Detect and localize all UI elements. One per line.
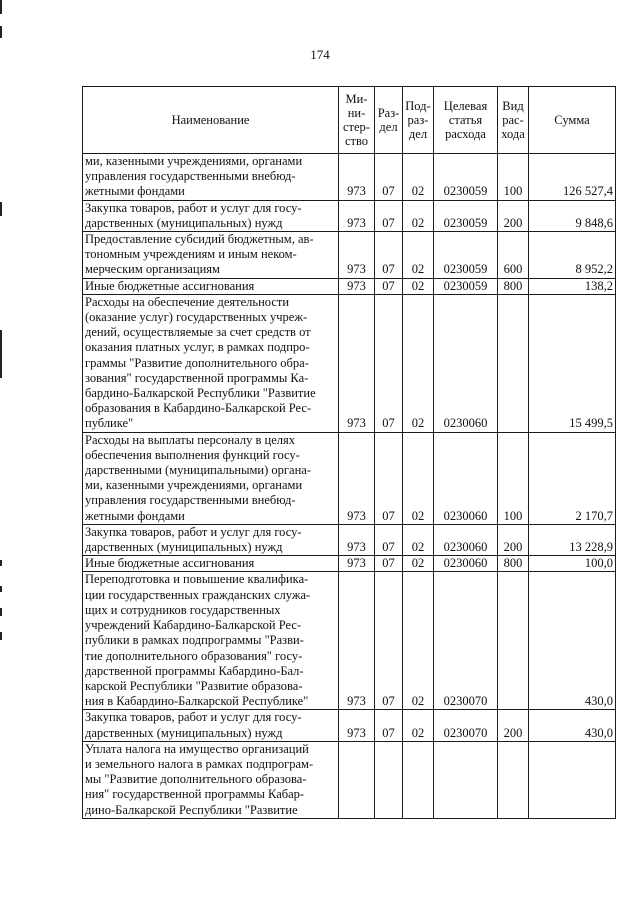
table-row <box>83 432 616 524</box>
cell-name: Расходы на обеспечение деятельности (оказание услуг) государственных учреж- дений, осуществляемые за счет средств от оказания платных услуг, в рамках подпро- граммы "Развитие дополнительного обра- зования" государственной программы Ка- бардино-Балкарской Республики "Развитие образования в Кабардино-Балкарской Рес- публике" <box>83 294 339 432</box>
cell-subsection: 02 <box>403 294 434 432</box>
table-row <box>83 710 616 741</box>
cell-subsection: 02 <box>403 154 434 201</box>
cell-target-article: 0230060 <box>434 556 498 572</box>
table-row <box>83 154 616 201</box>
cell-subsection <box>403 741 434 818</box>
scan-edge-mark <box>0 26 2 38</box>
cell-name: Закупка товаров, работ и услуг для госу- дарственных (муниципальных) нужд <box>83 200 339 231</box>
cell-name: Предоставление субсидий бюджетным, ав- тономным учреждениям и иным неком- мерческим организациям <box>83 232 339 279</box>
cell-ministry: 973 <box>339 572 375 710</box>
scan-edge-mark <box>0 330 2 378</box>
cell-amount: 2 170,7 <box>529 432 616 524</box>
cell-target-article: 0230059 <box>434 154 498 201</box>
table-row <box>83 741 616 818</box>
cell-expense-type: 800 <box>498 278 529 294</box>
table-row <box>83 278 616 294</box>
cell-target-article: 0230070 <box>434 572 498 710</box>
cell-target-article: 0230059 <box>434 232 498 279</box>
cell-amount: 126 527,4 <box>529 154 616 201</box>
cell-name: Иные бюджетные ассигнования <box>83 556 339 572</box>
table-row <box>83 572 616 710</box>
table-body <box>83 154 616 819</box>
cell-section: 07 <box>375 572 403 710</box>
header-expense-type: Вид рас- хода <box>498 87 529 154</box>
cell-expense-type: 600 <box>498 232 529 279</box>
cell-expense-type <box>498 741 529 818</box>
cell-ministry: 973 <box>339 154 375 201</box>
cell-expense-type: 200 <box>498 710 529 741</box>
cell-amount: 8 952,2 <box>529 232 616 279</box>
cell-name: Иные бюджетные ассигнования <box>83 278 339 294</box>
cell-section: 07 <box>375 432 403 524</box>
cell-target-article: 0230060 <box>434 294 498 432</box>
cell-amount: 13 228,9 <box>529 524 616 555</box>
cell-expense-type <box>498 294 529 432</box>
cell-ministry: 973 <box>339 710 375 741</box>
cell-section: 07 <box>375 154 403 201</box>
cell-subsection: 02 <box>403 710 434 741</box>
cell-section: 07 <box>375 278 403 294</box>
cell-expense-type <box>498 572 529 710</box>
cell-target-article: 0230059 <box>434 278 498 294</box>
cell-ministry <box>339 741 375 818</box>
scan-edge-mark <box>0 632 2 640</box>
cell-ministry: 973 <box>339 200 375 231</box>
cell-section: 07 <box>375 524 403 555</box>
cell-target-article: 0230059 <box>434 200 498 231</box>
scan-edge-mark <box>0 202 2 216</box>
cell-section: 07 <box>375 232 403 279</box>
header-subsection: Под- раз- дел <box>403 87 434 154</box>
table-header <box>83 87 616 154</box>
cell-subsection: 02 <box>403 572 434 710</box>
cell-expense-type: 200 <box>498 200 529 231</box>
cell-target-article: 0230060 <box>434 524 498 555</box>
cell-subsection: 02 <box>403 200 434 231</box>
table-row <box>83 232 616 279</box>
cell-ministry: 973 <box>339 556 375 572</box>
cell-section: 07 <box>375 200 403 231</box>
cell-target-article <box>434 741 498 818</box>
cell-name: Закупка товаров, работ и услуг для госу- дарственных (муниципальных) нужд <box>83 710 339 741</box>
cell-name: Уплата налога на имущество организаций и земельного налога в рамках подпрограм- мы "Развитие дополнительного образова- ния" государственной программы Кабар- дино-Балкарской Республики "Развитие <box>83 741 339 818</box>
cell-ministry: 973 <box>339 278 375 294</box>
cell-amount: 15 499,5 <box>529 294 616 432</box>
header-amount: Сумма <box>529 87 616 154</box>
cell-name: Переподготовка и повышение квалифика- ции государственных гражданских служа- щих и сотрудников государственных учреждений Кабардино-Балкарской Рес- публики в рамках подпрограммы "Разви- тие дополнительного образования" госу- дарственной программы Кабардино-Бал- карской Республики "Развитие образова- ния в Кабардино-Балкарской Республике" <box>83 572 339 710</box>
cell-expense-type: 200 <box>498 524 529 555</box>
cell-subsection: 02 <box>403 556 434 572</box>
header-target-article: Целевая статья расхода <box>434 87 498 154</box>
cell-amount: 138,2 <box>529 278 616 294</box>
cell-name: Расходы на выплаты персоналу в целях обеспечения выполнения функций госу- дарственными (муниципальными) органа- ми, казенными учреждениями, органами управления государственными внебюд- жетными фондами <box>83 432 339 524</box>
cell-subsection: 02 <box>403 432 434 524</box>
cell-name: Закупка товаров, работ и услуг для госу- дарственных (муниципальных) нужд <box>83 524 339 555</box>
header-row <box>83 87 616 154</box>
cell-amount: 430,0 <box>529 710 616 741</box>
header-name: Наименование <box>83 87 339 154</box>
cell-ministry: 973 <box>339 524 375 555</box>
cell-target-article: 0230060 <box>434 432 498 524</box>
cell-section: 07 <box>375 710 403 741</box>
cell-name: ми, казенными учреждениями, органами управления государственными внебюд- жетными фондами <box>83 154 339 201</box>
cell-amount: 9 848,6 <box>529 200 616 231</box>
scan-edge-mark <box>0 560 2 566</box>
table-row <box>83 200 616 231</box>
cell-subsection: 02 <box>403 524 434 555</box>
budget-table <box>82 86 616 819</box>
cell-amount: 100,0 <box>529 556 616 572</box>
cell-amount: 430,0 <box>529 572 616 710</box>
cell-subsection: 02 <box>403 278 434 294</box>
table-row <box>83 556 616 572</box>
cell-section <box>375 741 403 818</box>
header-section: Раз- дел <box>375 87 403 154</box>
cell-expense-type: 100 <box>498 154 529 201</box>
page-number: 174 <box>310 47 330 62</box>
cell-expense-type: 800 <box>498 556 529 572</box>
cell-ministry: 973 <box>339 232 375 279</box>
cell-subsection: 02 <box>403 232 434 279</box>
cell-expense-type: 100 <box>498 432 529 524</box>
header-ministry: Ми- ни- стер- ство <box>339 87 375 154</box>
cell-ministry: 973 <box>339 432 375 524</box>
cell-section: 07 <box>375 294 403 432</box>
scan-edge-mark <box>0 608 2 616</box>
cell-amount <box>529 741 616 818</box>
table-row <box>83 294 616 432</box>
cell-target-article: 0230070 <box>434 710 498 741</box>
scan-edge-mark <box>0 586 2 592</box>
cell-section: 07 <box>375 556 403 572</box>
scan-edge-mark <box>0 0 2 14</box>
cell-ministry: 973 <box>339 294 375 432</box>
table-row <box>83 524 616 555</box>
